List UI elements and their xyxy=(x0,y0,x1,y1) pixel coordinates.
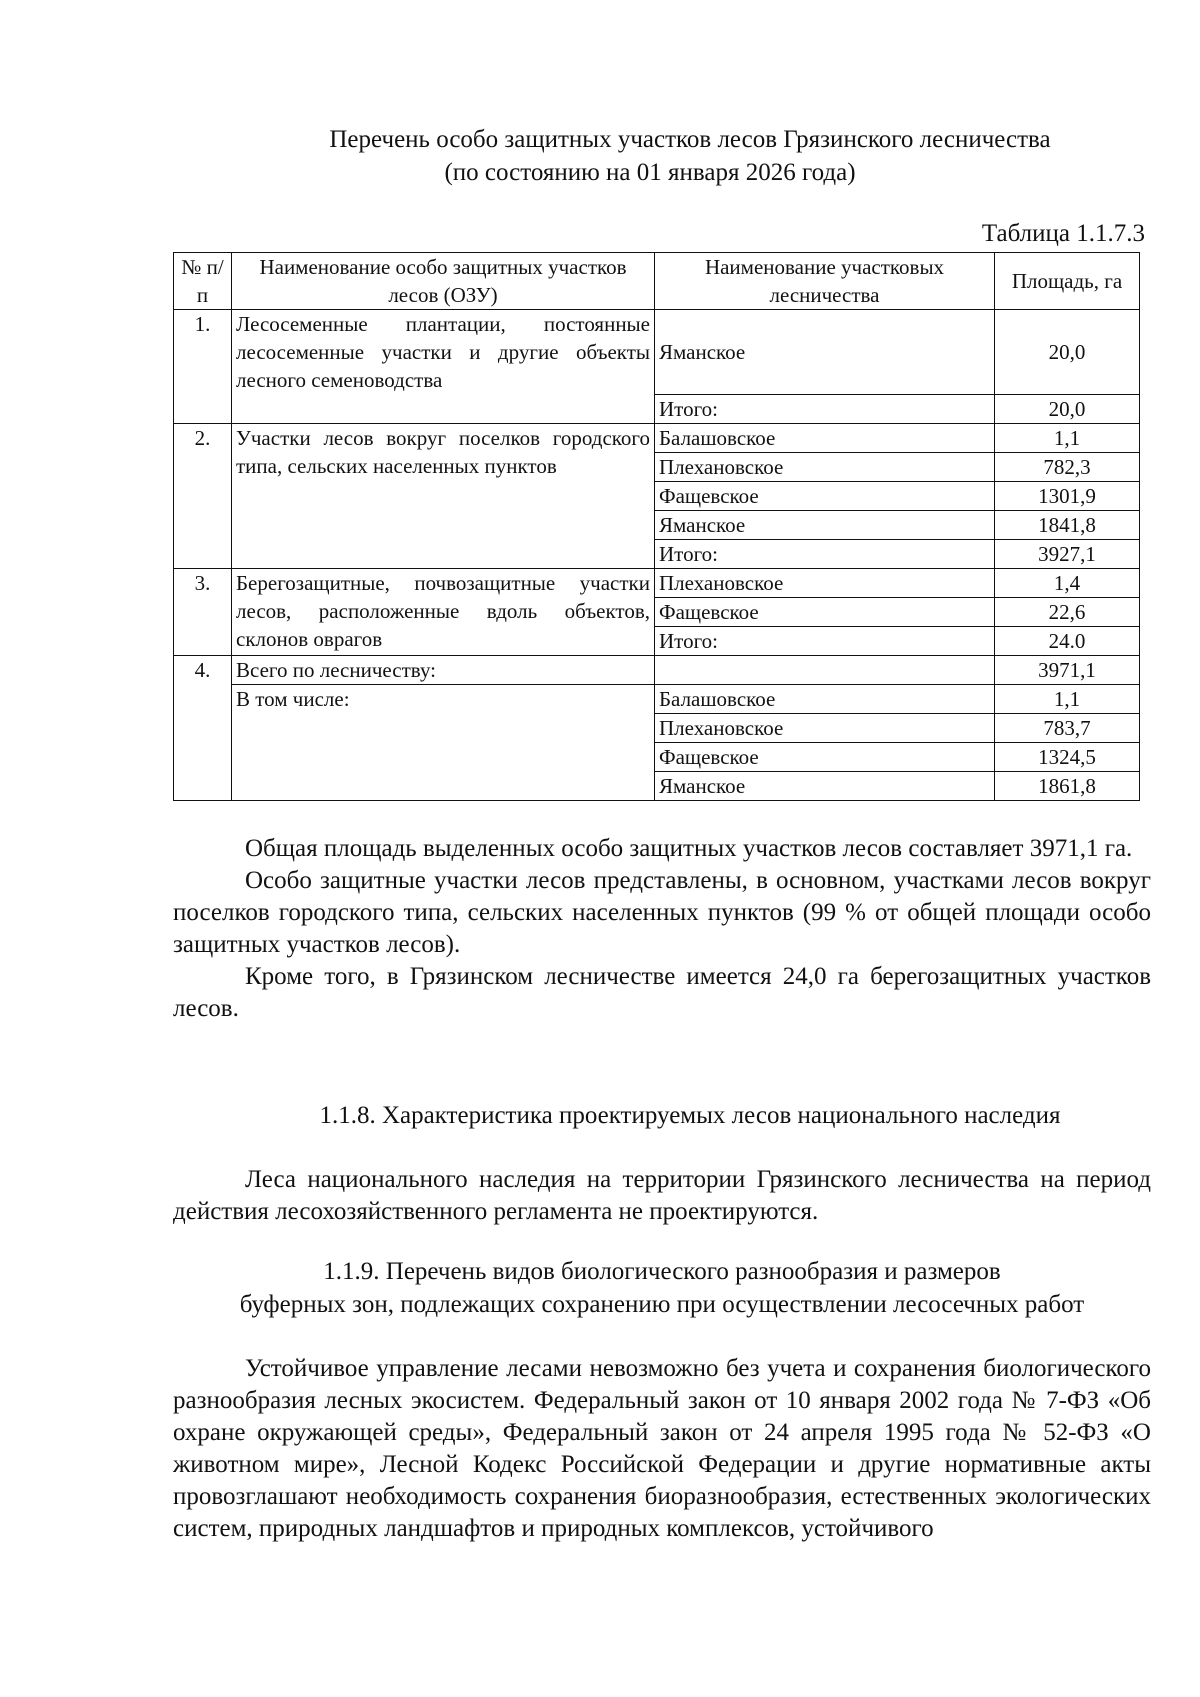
group2-forestry-0: Балашовское xyxy=(655,424,995,453)
paragraph: Устойчивое управление лесами невозможно без учета и сохранения биологического разнообразия лесных экосистем. Федеральный закон от 10 января 2002 года № 7-ФЗ «Об охране окружающей среды», Федеральный закон от 24 апреля 1995 года № 52-ФЗ «О животном мире», Лесной Кодекс Российской Федерации и другие нормативные акты провозглашают необходимость сохранения биоразнообразия, естественных экологических систем, природных ландшафтов и природных комплексов, устойчивого xyxy=(173,1355,1151,1542)
group3-forestry-2: Итого: xyxy=(655,627,995,656)
table-row xyxy=(174,656,1140,685)
group3-area-0: 1,4 xyxy=(995,569,1140,598)
paragraph: Особо защитные участки лесов представлены, в основном, участками лесов вокруг поселков городского типа, сельских населенных пунктов (99 % от общей площади особо защитных участков лесов). xyxy=(173,867,1151,958)
paragraph: Леса национального наследия на территории Грязинского лесничества на период действия лесохозяйственного регламента не проектируются. xyxy=(173,1166,1151,1225)
group4-total-label: Всего по лесничеству: xyxy=(232,656,655,685)
group4-forestry-0: Балашовское xyxy=(655,685,995,714)
document-title: Перечень особо защитных участков лесов Грязинского лесничества xyxy=(329,126,1051,153)
group4-forestry-1: Плехановское xyxy=(655,714,995,743)
table-row xyxy=(174,424,1140,453)
group3-area-2: 24.0 xyxy=(995,627,1140,656)
group2-area-3: 1841,8 xyxy=(995,511,1140,540)
group1-name: Лесосеменные плантации, постоянные лесосеменные участки и другие объекты лесного семеноводства xyxy=(232,310,655,424)
section-119-title-line2: буферных зон, подлежащих сохранению при осуществлении лесосечных работ xyxy=(239,1291,1085,1318)
paragraph: Кроме того, в Грязинском лесничестве имеется 24,0 га берегозащитных участков лесов. xyxy=(173,963,1151,1022)
group2-area-2: 1301,9 xyxy=(995,482,1140,511)
group2-forestry-4: Итого: xyxy=(655,540,995,569)
section-119-body xyxy=(173,1353,1151,1545)
group1-area-0: 20,0 xyxy=(995,310,1140,395)
group4-total-area: 3971,1 xyxy=(995,656,1140,685)
group3-forestry-1: Фащевское xyxy=(655,598,995,627)
paragraph: Общая площадь выделенных особо защитных участков лесов составляет 3971,1 га. xyxy=(245,835,1133,862)
table-header-row xyxy=(174,253,1140,310)
table-label: Таблица 1.1.7.3 xyxy=(981,220,1145,247)
group4-area-1: 783,7 xyxy=(995,714,1140,743)
group2-area-4: 3927,1 xyxy=(995,540,1140,569)
group2-area-1: 782,3 xyxy=(995,453,1140,482)
table-row xyxy=(174,685,1140,714)
group4-area-3: 1861,8 xyxy=(995,772,1140,801)
group4-area-2: 1324,5 xyxy=(995,743,1140,772)
header-ozu: Наименование особо защитных участков лесов (ОЗУ) xyxy=(232,253,655,310)
header-num: № п/п xyxy=(174,253,232,310)
group2-forestry-1: Плехановское xyxy=(655,453,995,482)
table-row xyxy=(174,310,1140,395)
ozu-table xyxy=(173,252,1140,801)
group4-forestry-2: Фащевское xyxy=(655,743,995,772)
group3-area-1: 22,6 xyxy=(995,598,1140,627)
group3-forestry-0: Плехановское xyxy=(655,569,995,598)
group2-num: 2. xyxy=(174,424,232,569)
group2-forestry-3: Яманское xyxy=(655,511,995,540)
group4-total-forestry-empty xyxy=(655,656,995,685)
group3-num: 3. xyxy=(174,569,232,656)
group4-forestry-3: Яманское xyxy=(655,772,995,801)
section-118-title: 1.1.8. Характеристика проектируемых лесов национального наследия xyxy=(319,1102,1061,1129)
document-subtitle: (по состоянию на 01 января 2026 года) xyxy=(444,159,856,186)
group3-name: Берегозащитные, почвозащитные участки лесов, расположенные вдоль объектов, склонов оврагов xyxy=(232,569,655,656)
group2-area-0: 1,1 xyxy=(995,424,1140,453)
section-118-body xyxy=(173,1164,1151,1228)
table-row xyxy=(174,569,1140,598)
group4-num: 4. xyxy=(174,656,232,801)
group2-name: Участки лесов вокруг поселков городского типа, сельских населенных пунктов xyxy=(232,424,655,569)
group1-num: 1. xyxy=(174,310,232,424)
summary-paragraphs xyxy=(173,833,1151,1025)
group2-forestry-2: Фащевское xyxy=(655,482,995,511)
header-area: Площадь, га xyxy=(995,253,1140,310)
group4-including-label: В том числе: xyxy=(232,685,655,801)
group1-area-1: 20,0 xyxy=(995,395,1140,424)
group4-area-0: 1,1 xyxy=(995,685,1140,714)
section-119-title-line1: 1.1.9. Перечень видов биологического разнообразия и размеров xyxy=(323,1258,1001,1285)
group1-forestry-0: Яманское xyxy=(655,310,995,395)
header-forestry: Наименование участковых лесничества xyxy=(655,253,995,310)
group1-forestry-1: Итого: xyxy=(655,395,995,424)
